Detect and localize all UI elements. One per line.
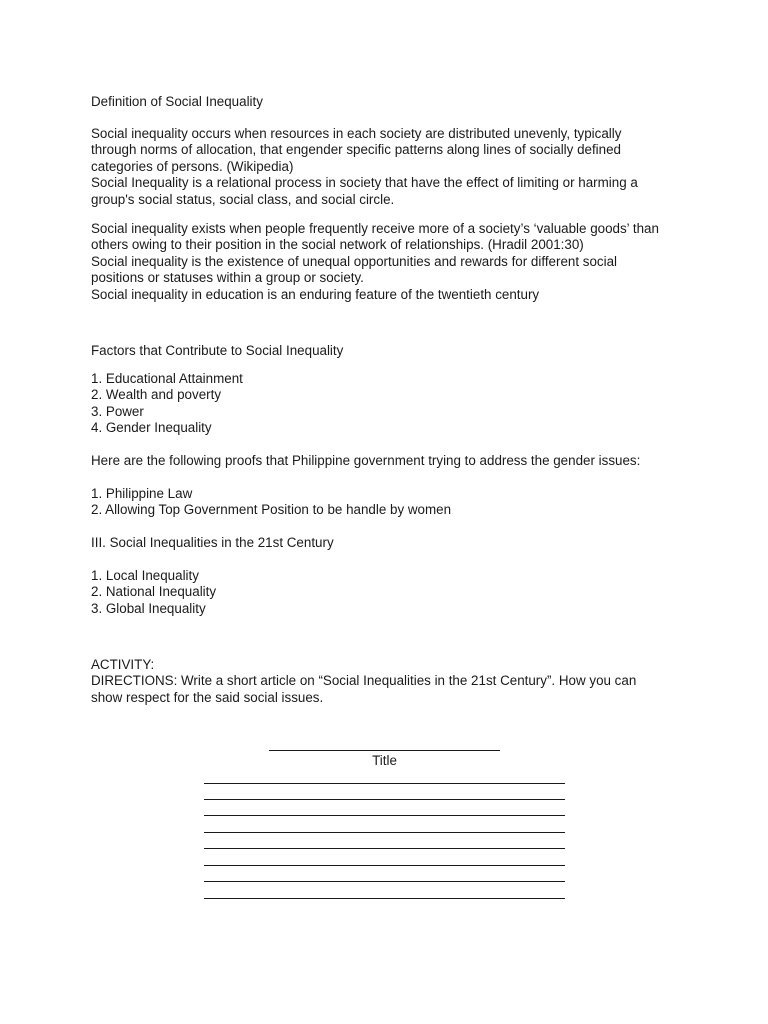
- writing-line: [204, 783, 565, 784]
- title-blank-line: [269, 750, 500, 751]
- text-line: Social inequality in education is an enduring feature of the twentieth century: [91, 286, 540, 302]
- text-line: categories of persons. (Wikipedia): [91, 158, 294, 174]
- list-item: 2. Wealth and poverty: [91, 387, 222, 403]
- text-line: Social inequality occurs when resources in each society are distributed unevenly, typically: [91, 126, 622, 141]
- writing-line: [204, 799, 565, 800]
- text-line: positions or statuses within a group or society.: [91, 270, 364, 286]
- writing-line: [204, 832, 565, 833]
- proofs-intro: [91, 453, 691, 469]
- writing-line: [204, 848, 565, 849]
- definition-paragraph-1: [91, 126, 691, 208]
- activity-label: ACTIVITY:: [91, 657, 155, 672]
- list-item: 1. Local Inequality: [91, 568, 199, 583]
- section-heading: Definition of Social Inequality: [91, 94, 263, 109]
- definition-paragraph-2: [91, 221, 691, 303]
- list-item: 3. Global Inequality: [91, 600, 206, 616]
- century-heading: [91, 535, 691, 551]
- writing-line: [204, 865, 565, 866]
- century-list: [91, 568, 691, 617]
- factors-list: [91, 371, 691, 437]
- text-line: Social inequality exists when people frequently receive more of a society’s ‘valuable goods’ than: [91, 221, 659, 236]
- text-line: Social inequality is the existence of unequal opportunities and rewards for different social: [91, 253, 618, 269]
- section-heading: Factors that Contribute to Social Inequality: [91, 343, 344, 358]
- section-heading: III. Social Inequalities in the 21st Century: [91, 535, 334, 550]
- directions-line: DIRECTIONS: Write a short article on “Social Inequalities in the 21st Century”. How you can: [91, 673, 637, 689]
- list-item: 2. Allowing Top Government Position to be handle by women: [91, 502, 452, 518]
- list-item: 3. Power: [91, 403, 144, 419]
- title-label: Title: [372, 753, 397, 768]
- activity-section: [91, 657, 691, 706]
- list-item: 1. Philippine Law: [91, 486, 193, 501]
- text-line: Here are the following proofs that Philippine government trying to address the gender issues:: [91, 453, 641, 468]
- writing-line: [204, 881, 565, 882]
- proofs-list: [91, 486, 691, 519]
- list-item: 1. Educational Attainment: [91, 371, 243, 386]
- directions-line: show respect for the said social issues.: [91, 689, 324, 705]
- writing-line: [204, 815, 565, 816]
- text-line: others owing to their position in the social network of relationships. (Hradil 2001:30): [91, 237, 584, 253]
- factors-heading: [91, 343, 691, 359]
- text-line: Social Inequality is a relational process in society that have the effect of limiting or harming a: [91, 175, 638, 191]
- definition-heading: [91, 94, 691, 110]
- text-line: group's social status, social class, and social circle.: [91, 191, 395, 207]
- list-item: 4. Gender Inequality: [91, 420, 212, 436]
- list-item: 2. National Inequality: [91, 584, 217, 600]
- text-line: through norms of allocation, that engender specific patterns along lines of socially defined: [91, 142, 621, 158]
- writing-line: [204, 898, 565, 899]
